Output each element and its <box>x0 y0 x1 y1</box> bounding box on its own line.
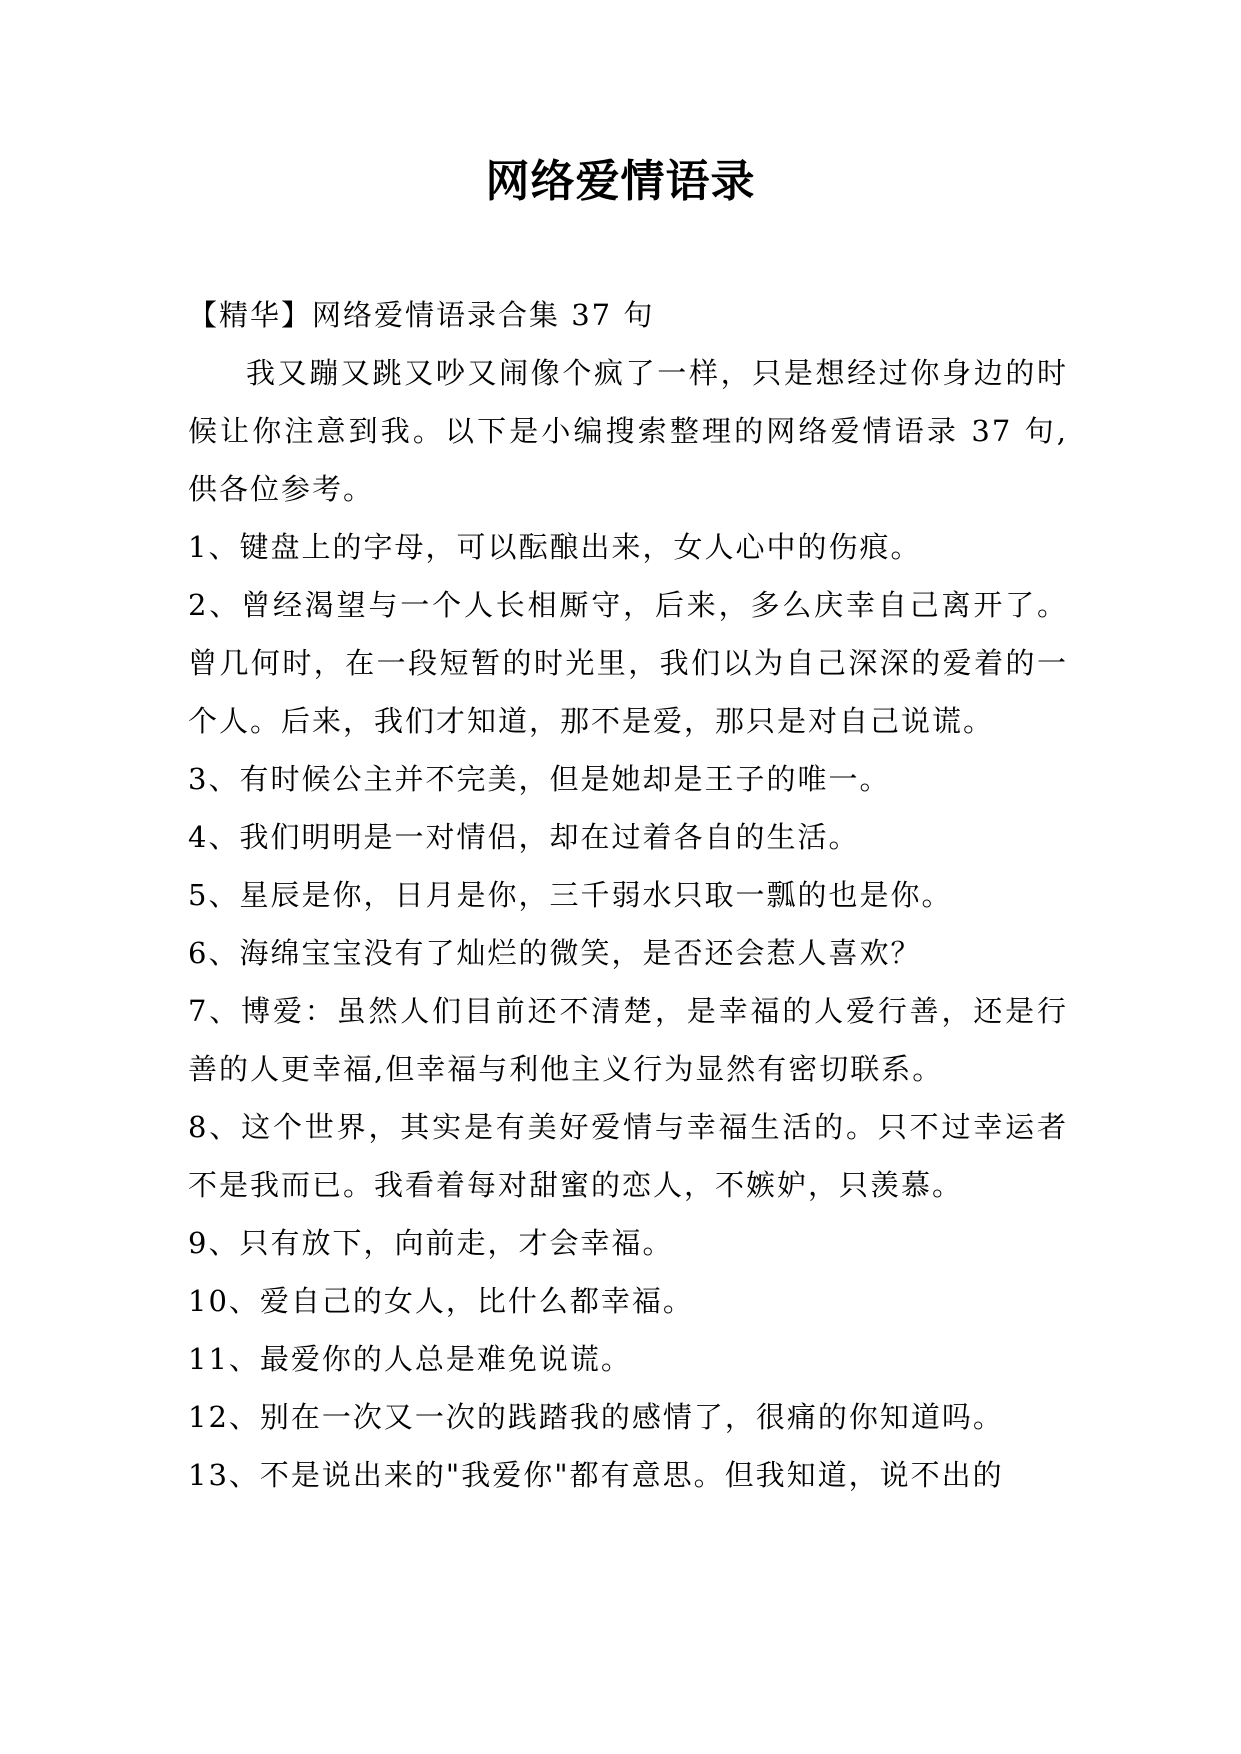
list-item: 5、星辰是你，日月是你，三千弱水只取一瓢的也是你。 <box>188 878 953 912</box>
list-item: 13、不是说出来的"我爱你"都有意思。但我知道，说不出的 <box>188 1458 1004 1492</box>
document-title: 网络爱情语录 <box>485 156 756 207</box>
intro-paragraph: 我又蹦又跳又吵又闹像个疯了一样，只是想经过你身边的时候让你注意到我。以下是小编搜索整理的网络爱情语录 37 句,供各位参考。 <box>188 356 1068 506</box>
list-item: 9、只有放下，向前走，才会幸福。 <box>188 1226 674 1260</box>
list-item: 10、爱自己的女人，比什么都幸福。 <box>188 1284 694 1318</box>
list-item: 4、我们明明是一对情侣，却在过着各自的生活。 <box>188 820 860 854</box>
list-item: 11、最爱你的人总是难免说谎。 <box>188 1342 632 1376</box>
list-item: 8、这个世界，其实是有美好爱情与幸福生活的。只不过幸运者不是我而已。我看着每对甜蜜的恋人，不嫉妒，只羡慕。 <box>188 1110 1068 1202</box>
list-item: 6、海绵宝宝没有了灿烂的微笑，是否还会惹人喜欢？ <box>188 936 922 970</box>
list-item: 12、别在一次又一次的践踏我的感情了，很痛的你知道吗。 <box>188 1400 1004 1434</box>
list-item: 2、曾经渴望与一个人长相厮守，后来，多么庆幸自己离开了。曾几何时，在一段短暂的时光里，我们以为自己深深的爱着的一个人。后来，我们才知道，那不是爱，那只是对自己说谎。 <box>188 588 1068 738</box>
document-subtitle: 【精华】网络爱情语录合集 37 句 <box>188 298 655 332</box>
list-item: 3、有时候公主并不完美，但是她却是王子的唯一。 <box>188 762 891 796</box>
document-body <box>188 286 1068 1504</box>
list-item: 1、键盘上的字母，可以酝酿出来，女人心中的伤痕。 <box>188 530 922 564</box>
list-item: 7、博爱：虽然人们目前还不清楚，是幸福的人爱行善，还是行善的人更幸福,但幸福与利他主义行为显然有密切联系。 <box>188 994 1068 1086</box>
